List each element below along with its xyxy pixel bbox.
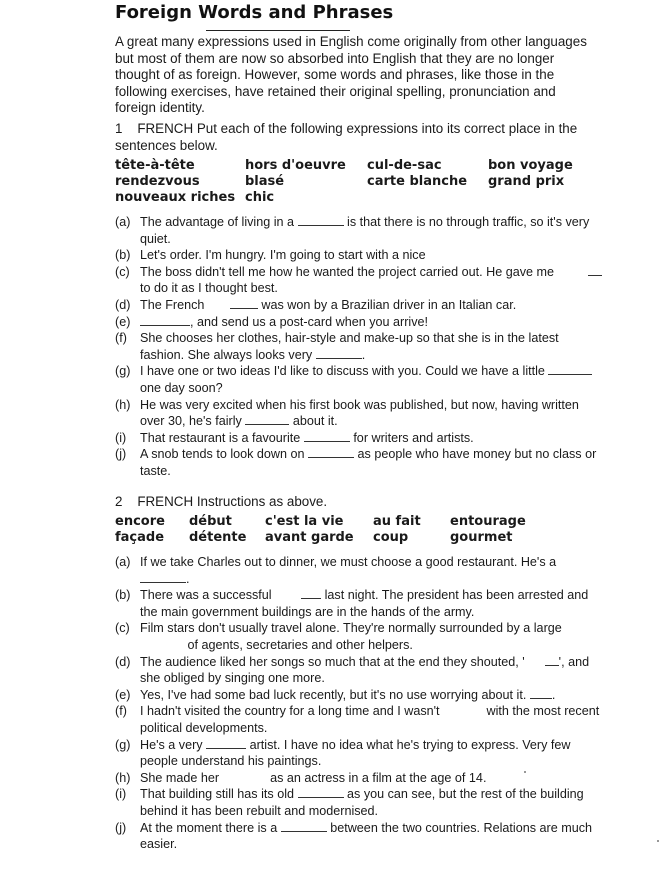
print-speck — [657, 840, 659, 842]
answer-blank[interactable] — [140, 314, 190, 326]
word-option: chic — [245, 190, 275, 205]
sentence-text: The advantage of living in a — [140, 215, 295, 229]
sentence-item — [115, 214, 605, 247]
item-label: (e) — [115, 687, 131, 702]
word-option: entourage — [450, 514, 526, 529]
word-option: bon voyage — [488, 158, 573, 173]
sentence-text: There was a successful — [140, 588, 272, 603]
sentence-item — [115, 430, 605, 447]
exercise-1-heading: 1 FRENCH Put each of the following expressions into its correct place in the sentences below. — [115, 121, 581, 153]
word-option: grand prix — [488, 174, 565, 189]
item-label: (f) — [115, 704, 127, 719]
sentence-text: He's a very — [140, 737, 203, 752]
item-label: (i) — [115, 430, 127, 445]
sentence-text: with the most recent political developments. — [140, 704, 600, 735]
sentence-item — [115, 330, 605, 363]
word-option: carte blanche — [367, 174, 468, 189]
sentence-text: . — [361, 347, 366, 362]
sentence-text: ', and she obliged by singing one more. — [140, 654, 590, 686]
sentence-text: The boss didn't tell me how he wanted the project carried out. He gave me — [140, 264, 555, 279]
word-option: coup — [373, 530, 409, 545]
sentence-text: The audience liked her songs so much that at the end they shouted, ' — [140, 654, 525, 669]
item-label: (c) — [115, 621, 130, 636]
sentence-text: He was very excited when his first book was published, but now, having written over 30, he's fairly — [140, 397, 579, 429]
sentence-text: was won by a Brazilian driver in an Italian car. — [261, 297, 517, 312]
answer-blank[interactable] — [316, 347, 362, 359]
sentence-text: Film stars don't usually travel alone. They're normally surrounded by a large — [140, 621, 562, 636]
answer-blank[interactable] — [530, 687, 552, 699]
item-label: (j) — [115, 820, 127, 835]
sentence-text: between the two countries. Relations are much easier. — [140, 820, 593, 852]
sentence-text: as people who have money but no class or taste. — [140, 447, 597, 478]
sentence-text: for writers and artists. — [353, 430, 474, 445]
sentence-item — [115, 687, 605, 704]
sentence-item — [115, 363, 605, 396]
sentence-text: as an actress in a film at the age of 14. — [270, 770, 487, 785]
word-option: tête-à-tête — [115, 158, 195, 173]
sentence-text: If we take Charles out to dinner, we must choose a good restaurant. He's a — [140, 555, 557, 569]
sentence-item — [115, 820, 605, 853]
answer-blank[interactable] — [301, 587, 321, 599]
word-option: façade — [115, 530, 165, 545]
answer-blank[interactable] — [245, 413, 289, 425]
item-label: (b) — [115, 248, 131, 263]
item-label: (b) — [115, 588, 131, 603]
sentence-item — [115, 446, 605, 479]
item-label: (g) — [115, 364, 131, 379]
sentence-text: one day soon? — [140, 380, 223, 395]
sentence-text: , and send us a post-card when you arrive! — [190, 314, 429, 329]
sentence-text: . — [186, 571, 190, 586]
exercise-2-heading: 2 FRENCH Instructions as above. — [115, 494, 328, 509]
word-option: début — [189, 514, 232, 529]
sentence-item — [115, 397, 605, 430]
sentence-text: to do it as I thought best. — [140, 281, 278, 296]
sentence-text: about it. — [292, 414, 338, 429]
word-option: hors d'oeuvre — [245, 158, 346, 173]
sentence-text: Let's order. I'm hungry. I'm going to start with a nice — [140, 248, 426, 263]
answer-blank[interactable] — [588, 264, 602, 276]
sentence-text: artist. I have no idea what he's trying to express. Very few people understand his paintings. — [140, 737, 571, 769]
word-option: encore — [115, 514, 165, 529]
word-option: nouveaux riches — [115, 190, 236, 205]
item-label: (a) — [115, 555, 131, 569]
sentence-item — [115, 264, 605, 297]
sentence-text: . — [551, 687, 556, 702]
sentence-text: At the moment there is a — [140, 820, 278, 835]
sentence-text: She made her — [140, 770, 220, 785]
sentence-item — [115, 770, 605, 787]
answer-blank[interactable] — [281, 820, 327, 832]
sentence-text: as you can see, but the rest of the building behind it has been rebuilt and modernised. — [140, 787, 584, 818]
sentence-text: That building still has its old — [140, 787, 295, 802]
sentence-text: of agents, secretaries and other helpers. — [187, 637, 413, 652]
answer-blank[interactable] — [140, 571, 186, 583]
answer-blank[interactable] — [548, 363, 592, 375]
page-title: Foreign Words and Phrases — [115, 2, 394, 23]
word-option: au fait — [373, 514, 421, 529]
word-option: cul-de-sac — [367, 158, 442, 173]
item-label: (c) — [115, 264, 130, 279]
sentence-text: Yes, I've had some bad luck recently, but it's no use worrying about it. — [140, 687, 527, 702]
answer-blank[interactable] — [545, 654, 559, 666]
answer-blank[interactable] — [230, 297, 258, 309]
sentence-text: I have one or two ideas I'd like to discuss with you. Could we have a little — [140, 364, 545, 379]
sentence-text: is that there is no through traffic, so it's very quiet. — [140, 215, 590, 246]
word-option: rendezvous — [115, 174, 200, 189]
answer-blank[interactable] — [308, 446, 354, 458]
exercise-1-sentences — [115, 214, 605, 480]
sentence-text: A snob tends to look down on — [140, 447, 305, 462]
sentence-text: The French — [140, 297, 205, 312]
item-label: (g) — [115, 737, 131, 752]
title-underline — [206, 30, 350, 31]
sentence-item — [115, 620, 605, 653]
answer-blank[interactable] — [206, 737, 246, 749]
word-option: avant garde — [265, 530, 354, 545]
item-label: (d) — [115, 297, 131, 312]
sentence-text: last night. The president has been arrested and the main government buildings are in the hands of the army. — [140, 588, 589, 619]
sentence-item — [115, 314, 605, 331]
sentence-text: I hadn't visited the country for a long time and I wasn't — [140, 704, 440, 719]
answer-blank[interactable] — [298, 786, 344, 798]
item-label: (f) — [115, 331, 127, 346]
item-label: (h) — [115, 770, 131, 785]
item-label: (i) — [115, 787, 127, 802]
sentence-item — [115, 786, 605, 819]
word-option: c'est la vie — [265, 514, 344, 529]
item-label: (d) — [115, 654, 131, 669]
word-option: gourmet — [450, 530, 513, 545]
sentence-item — [115, 247, 605, 264]
sentence-item — [115, 703, 605, 736]
sentence-item — [115, 587, 605, 620]
item-label: (e) — [115, 314, 131, 329]
exercise-2-sentences — [115, 554, 605, 853]
word-option: détente — [189, 530, 247, 545]
word-option: blasé — [245, 174, 285, 189]
item-label: (j) — [115, 447, 127, 462]
print-speck — [524, 771, 526, 773]
item-label: (a) — [115, 215, 131, 229]
sentence-item — [115, 654, 605, 687]
sentence-item — [115, 737, 605, 770]
answer-blank[interactable] — [298, 214, 344, 226]
answer-blank[interactable] — [304, 430, 350, 442]
sentence-item — [115, 554, 605, 587]
intro-paragraph: A great many expressions used in English come originally from other languages but most of them are now so absorbed into English that they are no longer thought of as foreign. However, some words and phrases, like those in the following exercises, have retained their original spelling, pronunciation and foreign identity. — [115, 34, 587, 116]
sentence-item — [115, 297, 605, 314]
sentence-text: That restaurant is a favourite — [140, 430, 301, 445]
item-label: (h) — [115, 397, 131, 412]
sentence-text: She chooses her clothes, hair-style and make-up so that she is in the latest fashion. She always looks very — [140, 331, 559, 362]
